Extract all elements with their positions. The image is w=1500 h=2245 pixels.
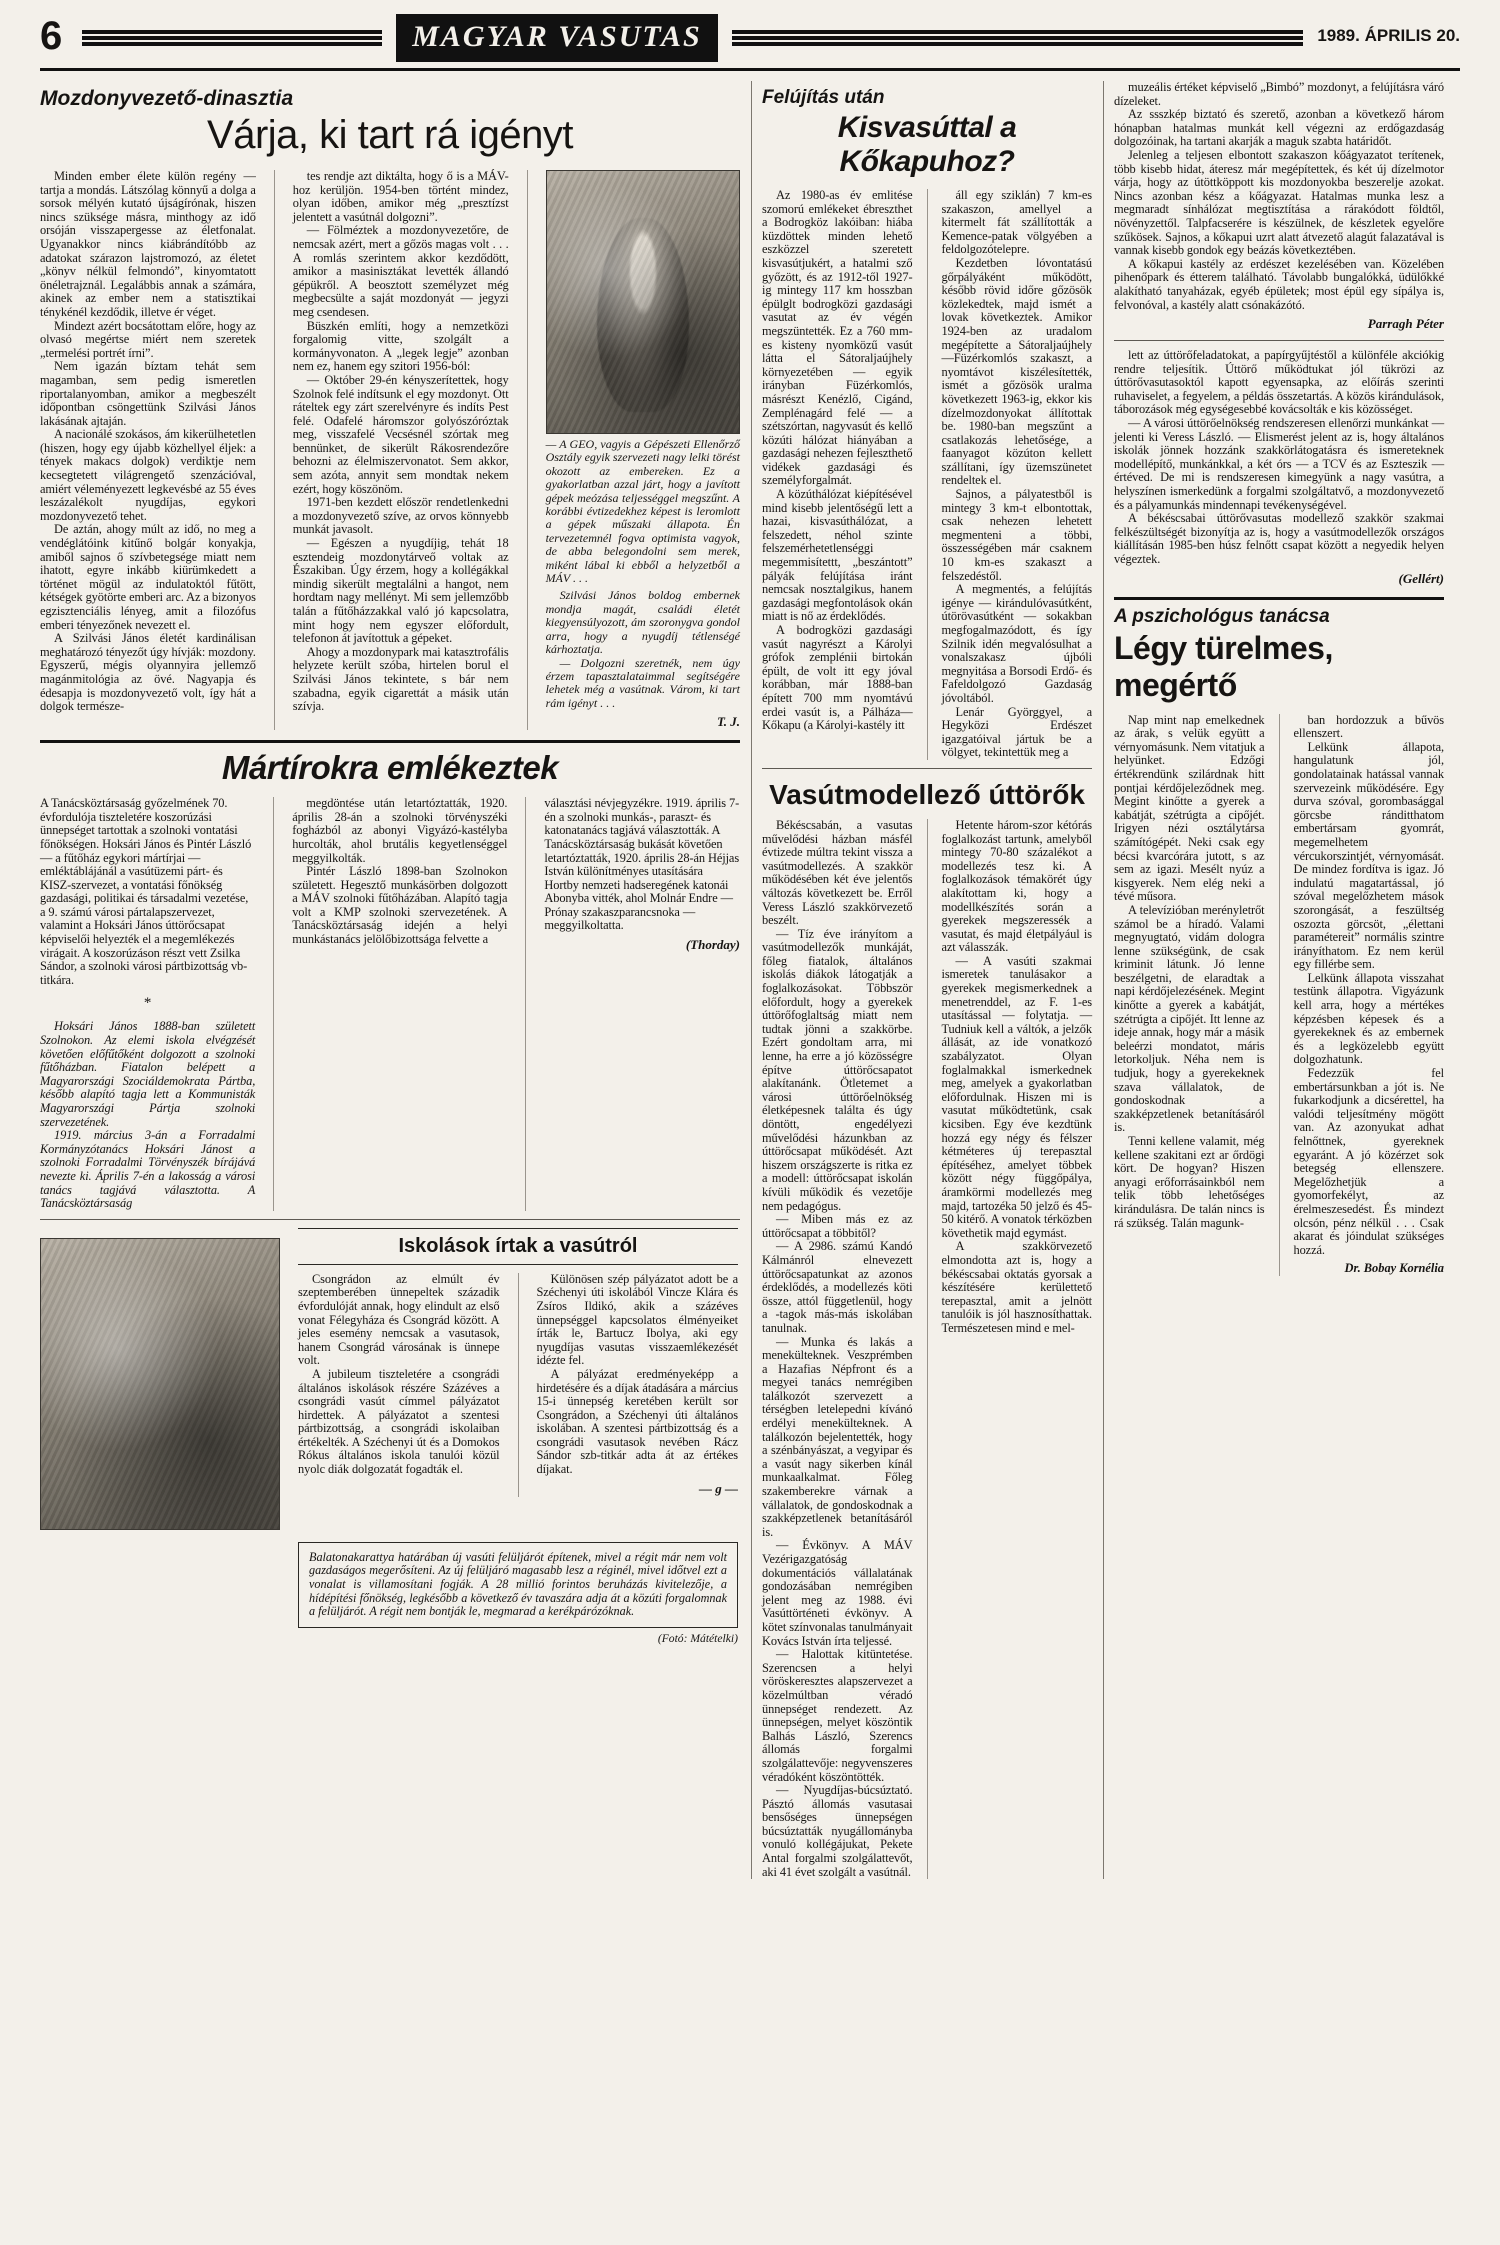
page-number: 6 bbox=[40, 14, 63, 58]
article-col-3 bbox=[546, 170, 740, 730]
uttorok-headline: Vasútmodellező úttörők bbox=[769, 778, 1085, 810]
article-signature: T. J. bbox=[716, 714, 740, 730]
iskolasok-col-2-text: Különösen szép pályázatot adott be a Széchenyi úti iskolából Vincze Klára és Zsíros Ildikó, akik a százéves ünnepséggel kapcsolatos élményeiket írták le, Bartucz Ibolya, aki egy nyugdíjas vasutas visszaemlékezését idézte fel. A pályázat eredményeképp a hirdetésére és a díjak átadására a március 15-i ünnepség keretében került sor Csongrádon, a Széchenyi úti általános iskolában. A szentesi pártbizottság és a csongrádi vasutasok nevében Rácz Sándor szb-titkár adta át az értékes díjakat. bbox=[536, 1271, 738, 1477]
article-martirok bbox=[40, 749, 740, 1211]
pszichologus-col-2 bbox=[1293, 714, 1444, 1277]
bottom-left-row bbox=[40, 1228, 740, 1530]
martirok-col-3 bbox=[544, 797, 740, 1211]
article-iskolasok bbox=[298, 1228, 738, 1530]
photo-caption-2: Szilvási János boldog embernek mondja magát, családi életét kiegyensúlyozott, ám szoronygva gondol arra, hogy a nyugdíj tétlenségé kárhoztatja. — Dolgozni szeretnék, nem úgy érzem tapasztalataimmal segítségére lehetek még a vasútnak. Várom, ki tart rám igényt . . . bbox=[545, 588, 740, 710]
bottom-photo-block bbox=[40, 1228, 280, 1530]
felujitas-col-2: áll egy sziklán) 7 km-es szakaszon, amellyel a kitermelt fát szállították a Kemence-patak völgyében a feldolgozótelepre. Kezdetben lóvontatású gőrpályáként működött, később rövid időre gőzösök közlekedtek, majd ismét a lovak következtek. Amikor 1924-ben az uradalom megépítette a Sátoraljaújhely—Füzérkomlós szakaszt, a nyomtávot kiszélesítették, ismét a gőzösök uralma következett 1963-ig, ekkor kis dízelmozdonyokat állítottak be. 1980-ban megszűnt a csatlakozás lehetősége, a faanyagot közúton kellett szállítani, így üzemszünetet rendeltek el. Sajnos, a pályatestből is mintegy 3 km-t elbontottak, csak nehezen lehetett megmenteni a többi, összességében már csaknem 10 km-es szakaszt a felszedéstől. A megmentés, a felújítás igénye — kirándulóvasútként, útörövasútként — sokakban megfogalmazódott, és így Szilnik idén megvalósulhat a vonalszakasz újbóli megnyitása a Borsodi Erdő- és Fafeldolgozó Gazdaság jóvoltából. Lenár Györggyel, a Hegyközi Erdészet igazgatóival jártuk be a völgyet, tekintettük meg a bbox=[941, 188, 1092, 760]
article-kicker: Mozdonyvezető-dinasztia bbox=[40, 87, 294, 110]
page-content bbox=[0, 71, 1500, 1899]
iskolasok-headline: Iskolások írtak a vasútról bbox=[298, 1228, 738, 1265]
newspaper-logo: MAGYAR VASUTAS bbox=[396, 14, 717, 62]
martirok-star: * bbox=[143, 995, 152, 1012]
uttorok-col-3: lett az úttörőfeladatokat, a papírgyűjtéstől a különféle akciókig rendre teljesítik. Úttörő működtukat jól tükrözi az úttörővasutasoktól kapott egyensapka, az előírás szerinti ruhaviselet, a fegyelem, a példás összetartás. A közös kirándulások, táborozások még egységesebbé kovácsolták e kis közösséget. — A városi úttörőelnökség rendszeresen ellenőrzi munkánkat — jelenti ki Veress László. — Elismerést jelent az is, hogy általános iskolák jönnek hozzánk szakkörlátogatásra és ismereteknek modellépítő, munkánkkal, a két órs — a TCV és az Eszteszik — értéved. De mi is rendszeresen kimegyünk a nagy vasútra, a helyszínen ismerkedünk a forgalmi szolgáltatvő, a mozdonyvezető és a pályamunkás mindennapi tevékenységével. A békéscsabai úttörővasutas modellező szakkör szakmai felkészültségét bizonyítja az is, hogy a vasútmodellezők országos kiállításán 1985-ben húsz felnőtt csapat között a negyedik helyen végeztek. bbox=[1114, 348, 1444, 566]
martirok-signature: (Thorday) bbox=[685, 937, 741, 953]
photo-credit: (Fotó: Mátételki) bbox=[657, 1631, 738, 1645]
masthead-rule-left bbox=[82, 30, 382, 46]
martirok-headline: Mártírokra emlékeztek bbox=[221, 749, 559, 787]
pszichologus-col-1: Nap mint nap emelkednek az árak, s velük együtt a vérnyomásunk. Nem vitatjuk a helyünket. Edzőgi értékrendünk szilárdnak hitt pontjai kérdőjeleződnek meg. Megint kinőtte a gyerek a kabátját, szétrúgta a cipőjét. Irigyen nézi osztálytársa számítógépét. Neki csak egy bécsi kvarcórára jutott, s az sem az igazi. Mesélt nyúz a kisgyerek. Nem elég neki a tévé műsora. A televízióban merényletrőt számol be a híradó. Valami megnyugtató, vidám dologra lenne szükségünk, de csak kriminit látunk. Jó lenne beszélgetni, de elaradtak a napi kérdőjelezésének. Megint kinőtte a gyerek a kabátját, szétrúgta a cipőjét. Itt lenne az ideje annak, hogy már a másik beleérzi mondatot, máris letorkoljuk. Néha nem is tudjuk, hogy a gyerekeknek szava vállalatok, de gondoskodnak a szakképzetlenek betanításáról is. Tenni kellene valamit, még kellene szakitani ezt ar őrdögi kört. De hogyan? Hiszen anyagi erőforrásainkból nem telik több lehetőséges kirándulásra. De talán nincs is rá szükség. Talán magunk- bbox=[1114, 712, 1265, 1230]
pszichologus-signature: Dr. Bobay Kornélia bbox=[1344, 1261, 1444, 1276]
felujitas-headline: Kisvasúttal a Kőkapuhoz? bbox=[837, 111, 1017, 178]
uttorok-col-1: Békéscsabán, a vasutas művelődési házban másfél évtizede múltra tekint vissza a vasútmodellezés. A szakkör működésében két éve jelentős változás következett be. Erről Veress László szakkörvezető beszélt. — Tíz éve irányítom a vasútmodellezők munkáját, főleg fiatalok, általános iskolás diákok látogatják a foglalkozásokat. Többször előfordult, hogy a gyerekek úttörőfoglaltság miatt nem tudtak jönni a szakkörbe. Ezért gondoltam arra, mi lenne, ha erre a jó közösségre építve úttörőcsapatot alakítanánk. Ötletemet a városi úttörőelnökség életképesnek találta és úgy döntött, engedélyezi művelődési házunkban az úttörőcsapat működését. Azt hiszem országszerte is ritka ez a modell: úttörőcsapat iskolán kívüli működik és vezetője nem pedagógus. — Miben más ez az úttörőcsapat a többitől? — A 2986. számú Kandó Kálmánról elnevezett úttörőcsapatunkat az azonos érdeklődés, a modellezés köti össze, attól függetlenül, hogy a -tagok más-más iskolában tanulnak. — Munka és lakás a menekülteknek. Veszprémben a Hazafias Népfront és a megyei tanács nemrégiben találkozót szervezett a térségben letelepedni kívánó erdélyi menekülteknek. A találkozón bejelentették, hogy a szénbányászat, a vegyipar és a vasút nagy sikerben kínál munkaalkalmat. Főleg szakemberekre várnak a vállalatok, de gondoskodnak a szakképzetlenek betanításáról is. — Évkönyv. A MÁV Vezérigazgatóság dokumentációs vállalatának gondozásában nemrégiben jelent meg az 1988. évi Vasúttörténeti évkönyv. A kötet színvonalas tanulmányait Kovács István írta teljessé. — Halottak kitüntetése. Szerencsen a helyi vöröskeresztes alapszervezet a közelmúltban véradó ünnepséget rendezett. Az ünnepségen, melyet köszöntik Balhás László, Szerencs állomás forgalmi szolgálattevője: negyvenszeres véradóként köszöntötték. — Nyugdíjas-búcsúztató. Pásztó állomás vasutasai bensőséges ünnepségen búcsúztatták nyugállományba vonuló kollégájukat, Pekete Antal forgalmi szolgálattevőt, aki 41 évet szolgált a vasútnál. bbox=[762, 817, 913, 1879]
section-divider-2 bbox=[40, 1219, 740, 1220]
iskolasok-col-1: Csongrádon az elmúlt év szeptemberében ünnepeltek századik évfordulóját annak, hogy elindult az első vonat Félegyháza és Csongrád között. A jeles esemény nemcsak a vasutasok, hanem Csongrád városának is ünnepe volt. A jubileum tiszteletére a csongrádi általános iskolások részére Százéves a csongrádi vasút címmel pályázatot hirdettek. A pályázatot a szentesi pártbizottság, a csongrádi iskolaiban értékelték. A Széchenyi út és a Domokos Rókus általános iskola tanulói közül nyolc diák dolgozatát fogadták el. bbox=[298, 1271, 500, 1477]
article-headline: Várja, ki tart rá igényt bbox=[207, 113, 573, 157]
iskolasok-col-2 bbox=[536, 1273, 738, 1497]
section-divider-5 bbox=[1114, 597, 1444, 600]
section-divider-1 bbox=[40, 740, 740, 743]
martirok-col-1 bbox=[40, 797, 255, 1211]
iskolasok-signature: — g — bbox=[698, 1480, 738, 1496]
railway-overpass-photo bbox=[40, 1238, 280, 1530]
felujitas-col-3: muzeális értéket képviselő „Bimbó” mozdonyt, a felújításra váró dízeleket. Az ssszkép biztató és szerető, azonban a következő három hónapban hatalmas munkát kell végezni az erdőgazdaság dolgozóinak, ha tartani akarják a maguk szabta határidőt. Jelenleg a teljesen elbontott szakaszon kőágyazatot terítenek, több kisebb hidat, áteresz már megépítettek, és két új dízelmotor várja, hogy az útöttköppott kis mozdonyokba beszerelje azokat. Nincs azonban kész a kőágyazat. Hatalmas munka lesz a megmaradt sínhálózat megtisztítása a rárakódott földtől, növényzettől. Talpfacserére is készülnek, de készletek egyelőre szűkösek. Sajnos, a kőkapui uzrt alatt átvezető alagút falazatával is vannak kisebb gondok egy beázás következtében. A kőkapui kastély az erdészet kezelésében van. Közelében pihenőpark és étterem található. Távolabb bungalókká, üdülőkké alakítható tanyaházak, egyéb épületek; most épül egy sípálya is, felvonóval, a kastély alatt csónakázótó. bbox=[1114, 80, 1444, 312]
felujitas-kicker: Felújítás után bbox=[762, 87, 885, 108]
uttorok-col-2: Hetente három-szor kétórás foglalkozást tartunk, amelyből mintegy 70-80 százalékot a modellezés tesz ki. A foglalkozások témakörét úgy alakítottam ki, hogy a modellkészítés során a gyerekek megszeressék a vasutat, és majd életpályául is azt válasszák. — A vasúti szakmai ismeretek tanulásakor a gyerekek megismerkednek a menetrenddel, az F. 1-es utasítással — folytatja. — Tudniuk kell a váltók, a jelzők állását, az ide vonatkozó szabályzatot. Olyan foglalmakkal ismerkednek meg, amelyek a gyakorlatban előfordulnak. Hiszen mi is vasutat működtetünk, csak kicsiben. Egy éve kezdtünk hozzá egy négy és félszer kétméteres új terepasztal építéséhez, amelyet többek között négy függőpálya, áramkörmi modellezés meg majd, tartozéka 50 jelző és 45-50 kitérő. A vonatok térközben követhetik majd egymást. A szakkörvezető elmondotta azt is, hogy a békéscsabai oktatás gyorsak a készítésére kerülettető terepasztal, amit a jelnött tanulóik is jól hasznosíthattak. Természetesen mind e mel- bbox=[941, 817, 1092, 1335]
uttorok-signature: (Gellért) bbox=[1398, 570, 1444, 586]
pszichologus-headline: Légy türelmes, megértő bbox=[1114, 629, 1333, 703]
right-section bbox=[1114, 81, 1444, 1879]
felujitas-col-1: Az 1980-as év emlitése szomorú emlékeket ébreszthet a Bodrogköz lakóiban: hiába küzdöttek minden lehető eszközzel szeretett kisvasútjukért, a hatalmi sző győzött, és az 1912-től 1927-ig mintegy 117 km hosszban épülglt bodrogközi gazdasági vasutat az év végén megszüntették. Ez a 760 mm-es kisteny nyomközű vasút látta el Sátoraljaújhely környezetében — egyik irányban Füzérkomlós, másrészt Kenézlő, Cigánd, Zemplénagárd felé — a szétszórtan, nagyvasút és kellő közúti hálózat hiányában a gazdasági nehezen fejleszthető vidékek gazdasági és személyforgalmát. A közúthálózat kiépítésével mind kisebb jelentőségű lett a hazai, kisvasúthálózat, a felszedett, néhol szinte felszemérhetetlenséggi megemmisítettt, „beszántott” pályák felújítása iránt nemcsak nosztalgikus, hanem gazdasági megfontolások okán miatt is nő az érdeklődés. A bodrogközi gazdasági vasút nagyrészt a Károlyi grófok zemplénii birtokán épült, de volt itt egy jóval korábban, már 1888-ban épített 700 mm nyomtávú erdei vasút is, a Pálháza—Kőkapu (a Károlyi-kastély itt bbox=[762, 188, 913, 733]
pszichologus-col-2-text: ban hordozzuk a bűvös ellenszert. Lelkünk állapota, hangulatunk jól, gondolatainak hatással vannak szervezeink működésére. Egy durva szóval, gorombasággal görcsbe ránditthatom embertársam gyomrát, megemelhetem vércukorszintjét, vérnyomását. De mindez fordítva is igaz. Jó indulatú magatartással, jó szóval megelőzhetem mások szorongását, a feszültség oszozta görcsöt, „élettani paramétereit” normális szintre irányíthatom. Ez nem kerül egy fillérbe sem. Lelkünk állapota visszahat testünk állapotra. Vigyázunk kell arra, hogy a mértékes képzésben képesek és a gyerekeknek és az embernek és a legközelebb együtt dolgozhatunk. Fedezzük fel embertársunkban a jót is. Ne fukarkodjunk a dicsérettel, ha valódi teljesítmény mögött van. Az azonyukat adhat felnőttnek, gyereknek egyaránt. A jó közérzet sok betegség ellenszere. Megelőzhetjük a gyomorfekélyt, az érelmeszesedést. És mindezt olcsón, pénz nélkül . . . Csak akarat és jóindulat szükséges hozzá. bbox=[1293, 712, 1444, 1257]
masthead-rule-right bbox=[732, 30, 1304, 46]
article-col-2: tes rendje azt diktálta, hogy ő is a MÁV-hoz kerüljön. 1954-ben történt mindez, olyan időben, amikor még „presztízst jelentett a vasútnál dolgozni”. — Fölméztek a mozdonyvezetőre, de nemcsak azért, mert a gőzös magas volt . . . A romlás szerintem akkor kezdődött, amikor a masinisztákat levették állandó gépükről. A beosztott személyzet még megbecsülte a saját mozdonyát — jegyzi meg csendesen. Büszkén említi, hogy a nemzetközi forgalomig vitte, szolgált a kormányvonaton. A „legek legje” azonban nem ez, hanem egy szitori 1956-ból: — Október 29-én kényszerítettek, hogy Szolnok felé indítsunk el egy mozdonyt. Ott ráteltek egy zárt szerelvényre és indíts Pest felé. Odafelé háromszor golyószóróztak meg, visszafelé Vecsésnél szórtak meg bennünket, de sikerült Rákosrendezőre behozni az élelmiszervonatot. Sem akkor, sem azóta, annyit sem mondtak nekem ezért, hogy köszönöm. 1971-ben kezdett először rendetlenkedni a mozdonyvezető szíve, az orvos könnyebb munkát javasolt. — Egészen a nyugdíjig, tehát 18 esztendeig mozdonytárveő voltak az Északiban. Úgy érzem, hogy a kollégákkal mindig sikerült megtalálni a hangot, nem hordtam nagy mellényt. Mi sem jellemzőbb talán a fűtőházzakkal való jó kapcsolatra, mint hogy nem egyszer előfordult, telefonon át javítottuk a gépeket. Ahogy a mozdonypark mai katasztrofális helyzete került szóba, hirtelen borul el Szilvási János tekintete, s bár nem szabadna, egyik cigarettát a másik után szívja. bbox=[292, 169, 509, 714]
column-divider-b bbox=[1092, 81, 1114, 1879]
article-col-1: Minden ember élete külön regény — tartja a mondás. Látszólag könnyű a dolga a sorsok mélyén kutató újságírónak, hiszen nincs szüksége másra, minthogy az idő orsóján visszapergesse az életfonalat. Ugyanakkor nincs kiábrándítóbb az adatokat szárazon lajstromozó, az életet „könyv nélkül felmondó”, kinyomtatott önéletrajznál. Legalábbis annak a számára, akinek az ember nem a statisztikai ténykénél kezdődik, illetve ér véget. Mindezt azért bocsátottam előre, hogy az olvasó megértse miért nem szeretek „termelési portrét írni”. Nem igazán bíztam tehát sem magamban, sem pedig ismeretlen riportalanyomban, amikor a megbeszélt időpontban csöngettünk Szilvási János lakásának ajtaján. A nacionálé szokásos, ám kikerülhetetlen (hiszen, hogy egy újabb közhellyel éljek: a tények makacs dolgok) verdiktje nem kecsegtetett világrengető szenzációval, amiért véleményezett legkevésbé az 55 éves leszázalékolt nyugdíjas, egykori mozdonyvezető tehet. De aztán, ahogy múlt az idő, no meg a vendéglátóink kitűnő bolgár konyakja, amiből sajnos ő szívbetegsége miatt nem ihatott, egyre inkább kiürümkedett a történet mögül az indulatoktól fűtött, kétségek gyötörte emberi arc. Az a bizonyos egzisztenciális lényeg, amit a filozófus emberi tényezőnek nevezett el. A Szilvási János életét kardinálisan meghatározó tényezőt úgy hívják: mozdony. Egyszerű, mégis olyannyira jellemző magánmitológia az övé. Nagyapja és édesapja is mozdonyvezető volt, így hát a dolgok természe- bbox=[40, 169, 256, 714]
section-divider-3 bbox=[762, 768, 1092, 769]
left-section bbox=[40, 81, 740, 1879]
portrait-photo bbox=[546, 170, 740, 434]
overpass-caption-box: Balatonakarattya határában új vasúti felüljárót építenek, mivel a régit már nem volt gazdaságos megerősíteni. Az új felüljáró magasabb lesz a réginél, mivel időtvel ezt a vonalat is villamosítani fogják. A 28 millió forintos beruházás kivitelezője, a hídépítési főnökség, legkésőbb a következő év tavaszára adja át a közúti forgalomnak a felüljárót. A régit nem bontják le, megmarad a kerékpárózóknak. bbox=[298, 1542, 738, 1628]
middle-section bbox=[762, 81, 1092, 1879]
martirok-col-2: megdöntése után letartóztatták, 1920. április 28-án a szolnoki törvényszéki fogházból az abonyi Vigyázó-kastélyba hurcolták, ahol brutális kegyetlenséggel meggyilkolták. Pintér László 1898-ban Szolnokon született. Hegesztő munkásörben dolgozott a MÁV szolnoki fűtőházában. Alapító tagja volt a KMP szolnoki szervezetének. A Tanácsköztársaság idején a helyi munkástanács jelölőbizottsága felvette a bbox=[292, 796, 508, 947]
article-mozdonyvezeto bbox=[40, 87, 740, 730]
felujitas-signature: Parragh Péter bbox=[1367, 316, 1444, 332]
issue-date: 1989. ÁPRILIS 20. bbox=[1317, 26, 1460, 45]
section-divider-4 bbox=[1114, 340, 1444, 341]
martirok-col-1b-text: Hoksári János 1888-ban született Szolnokon. Az elemi iskola elvégzését követően előfűtőként dolgozott a szolnoki fűtőházban. Fiatalon belépett a Magyarországi Szociáldemokrata Pártba, később alapító tagja lett a Kommunisták Magyarországi Pártja szolnoki szervezetének. 1919. március 3-án a Forradalmi Kormányzótanács Hoksári Jánost a szolnoki Forradalmi Törvényszék bírájává nevezte ki. Április 7-én a lakosság a városi tanács tagjává választotta. A Tanácsköztársaság bbox=[40, 1019, 256, 1211]
martirok-col-3-text: választási névjegyzékre. 1919. április 7-én a szolnoki munkás-, paraszt- és katonatanács tagjává választották. A Tanácsköztársaság bukását követően letartóztatták, 1920. április 28-án Héjjas István különítményes utasítására Hortby nemzeti hadseregének katonái Abonyba vitték, ahol Molnár Endre — Prónay szakaszparancsnoka — meggyilkoltatta. bbox=[544, 796, 740, 933]
photo-caption: — A GEO, vagyis a Gépészeti Ellenőrző Osztály egyik szervezeti nagy lelki törést okozott az embereken. Ez a gyakorlatban azzal járt, hogy a javított gépek meózása teljességgel megszűnt. A korábbi évtizedekhez képest is leromlott a gépek műszaki állapota. Én tervezetemnél fogva optimista vagyok, de abba belegondolni sem merek, miként lábal ki ebből a helyzetből a MÁV . . . bbox=[545, 437, 740, 586]
photo-caption-row bbox=[40, 1536, 740, 1645]
martirok-col-1-text: A Tanácsköztársaság győzelmének 70. évfordulója tiszteletére koszorúzási ünnepséget tartottak a szolnoki vontatási főnökségen. Hoksári János és Pintér László — a fűtőház egykori mártírjai — emléktáblájánál a vasútüzemi párt- és KISZ-szervezet, a vontatási főnökség gazdasági, politikai és társadalmi vezetése, a 9. számú városi pártalapszervezet, valamint a Hoksári János úttörőcsapat képviselői helyezték el a megemlékezés virágait. A koszorúzáson részt vett Zsilka Sándor, a szolnoki városi pártbizottság vb-titkára. bbox=[40, 796, 252, 987]
masthead bbox=[0, 0, 1500, 62]
column-divider-a bbox=[740, 81, 762, 1879]
pszichologus-kicker: A pszichológus tanácsa bbox=[1114, 605, 1330, 627]
